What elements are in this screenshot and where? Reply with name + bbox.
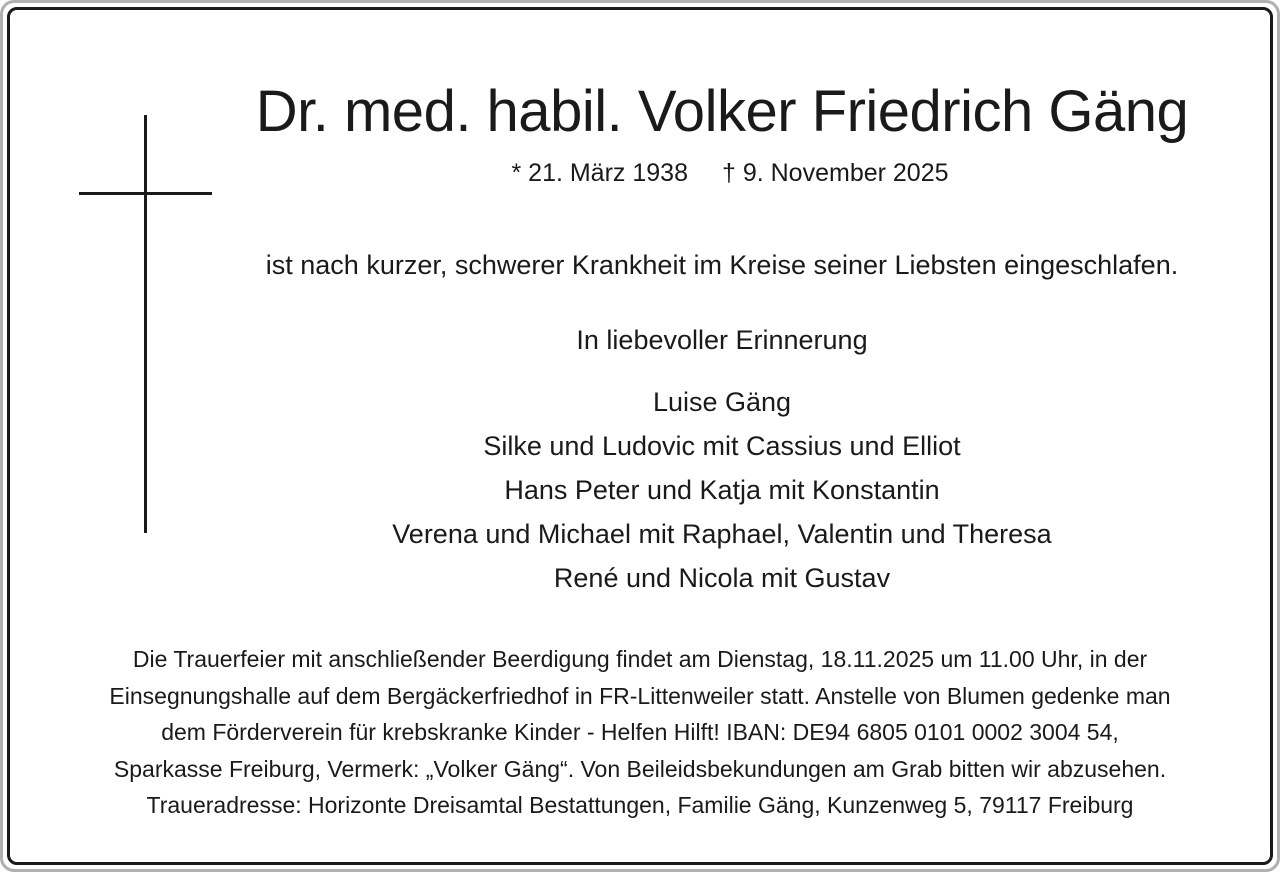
mourner-entry: Hans Peter und Katja mit Konstantin — [504, 475, 940, 505]
death-announcement: ist nach kurzer, schwerer Krankheit im Kreise seiner Liebsten eingeschlafen. — [265, 250, 1179, 280]
memory-line: In liebevoller Erinnerung — [576, 325, 868, 355]
life-dates — [480, 156, 980, 190]
funeral-information — [30, 641, 1250, 824]
mourners-list — [222, 380, 1222, 600]
info-line: Einsegnungshalle auf dem Bergäckerfriedhof in FR-Littenweiler statt. Anstelle von Blumen gedenke man — [109, 682, 1171, 709]
info-line: Traueradresse: Horizonte Dreisamtal Bestattungen, Familie Gäng, Kunzenweg 5, 79117 Freiburg — [146, 792, 1134, 818]
info-line: dem Förderverein für krebskranke Kinder - Helfen Hilft! IBAN: DE94 6805 0101 0002 3004 54, — [161, 719, 1119, 745]
birth-date: * 21. März 1938 — [511, 159, 688, 187]
cross-icon-crossbar — [79, 192, 212, 195]
deceased-name: Dr. med. habil. Volker Friedrich Gäng — [255, 79, 1189, 144]
death-date: † 9. November 2025 — [721, 159, 949, 187]
mourner-entry: Silke und Ludovic mit Cassius und Elliot — [483, 431, 961, 461]
cross-icon — [144, 115, 147, 533]
info-line: Die Trauerfeier mit anschließender Beerdigung findet am Dienstag, 18.11.2025 um 11.00 Uhr, in der — [132, 646, 1148, 672]
mourner-entry: Verena und Michael mit Raphael, Valentin und Theresa — [392, 519, 1052, 549]
info-line: Sparkasse Freiburg, Vermerk: „Volker Gäng“. Von Beileidsbekundungen am Grab bitten wir abzusehen. — [113, 755, 1167, 782]
mourner-entry: Luise Gäng — [652, 387, 792, 417]
mourner-entry: René und Nicola mit Gustav — [553, 563, 891, 593]
